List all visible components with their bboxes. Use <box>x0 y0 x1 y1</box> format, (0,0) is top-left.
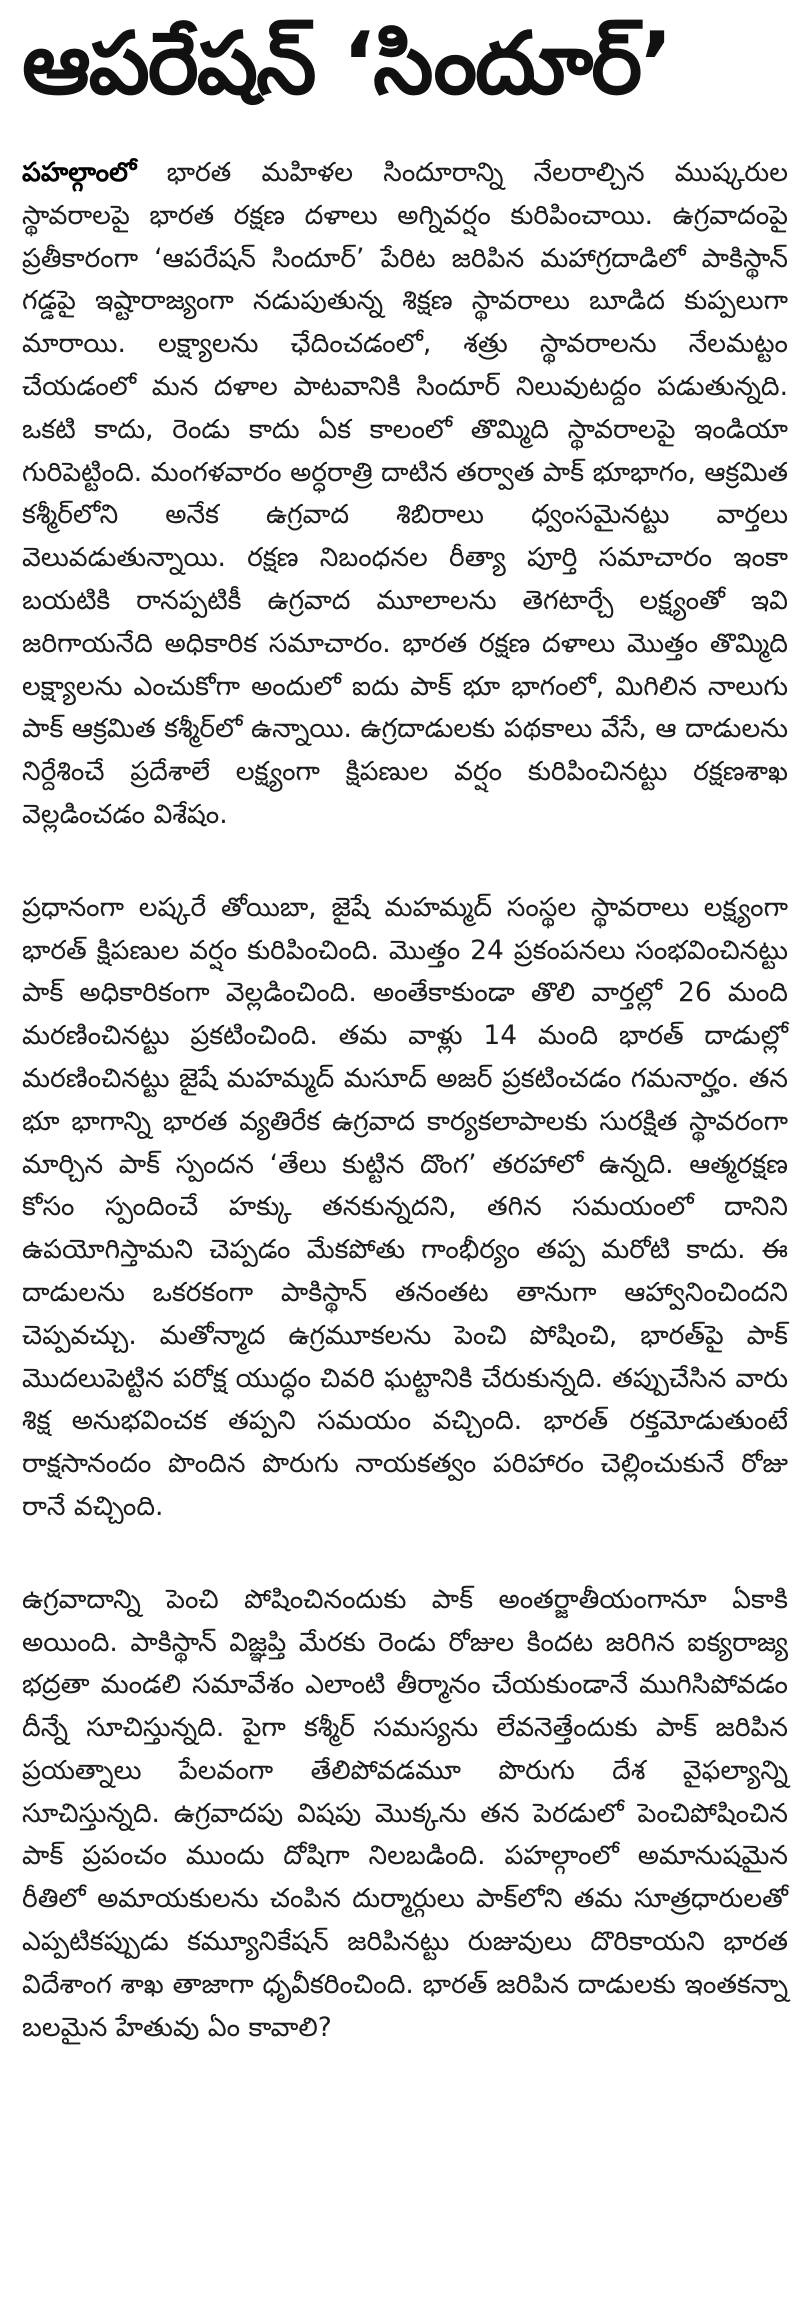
paragraph-lead-word: పహల్గాంలో <box>22 157 137 188</box>
article-paragraph-2 <box>22 887 788 1529</box>
paragraph-body: ఉగ్రవాదాన్ని పెంచి పోషించినందుకు పాక్ అంతర్జాతీయంగానూ ఏకాకి అయింది. పాకిస్థాన్ విజ్ఞప్తి మేరకు రెండు రోజుల కిందట జరిగిన ఐక్యరాజ్య భద్రతా మండలి సమావేశం ఎలాంటి తీర్మానం చేయకుండానే ముగిసిపోవడం దీన్నే సూచిస్తున్నది. పైగా కశ్మీర్ సమస్యను లేవనెత్తేందుకు పాక్ జరిపిన ప్రయత్నాలు పేలవంగా తేలిపోవడమూ పొరుగు దేశ వైఫల్యాన్ని సూచిస్తున్నది. ఉగ్రవాదపు విషపు మొక్కను తన పెరడులో పెంచిపోషించిన పాక్ ప్రపంచం ముందు దోషిగా నిలబడింది. పహల్గాంలో అమానుషమైన రీతిలో అమాయకులను చంపిన దుర్మార్గులు పాక్‌లోని తమ సూత్రధారులతో ఎప్పటికప్పుడు కమ్యూనికేషన్ జరిపినట్టు రుజువులు దొరికాయని భారత విదేశాంగ శాఖ తాజాగా ధృవీకరించింది. భారత్ జరిపిన దాడులకు ఇంతకన్నా బలమైన హేతువు ఏం కావాలి? <box>22 1583 788 2043</box>
headline: ఆపరేషన్ ‘సిందూర్’ <box>22 14 671 114</box>
paragraph-body: ప్రధానంగా లష్కరే తోయిబా, జైషే మహమ్మద్ సంస్థల స్థావరాలు లక్ష్యంగా భారత్ క్షిపణుల వర్షం కురిపించింది. మొత్తం 24 ప్రకంపనలు సంభవించినట్టు పాక్ అధికారికంగా వెల్లడించింది. అంతేకాకుండా తొలి వార్తల్లో 26 మంది మరణించినట్టు ప్రకటించింది. తమ వాళ్లు 14 మంది భారత్ దాడుల్లో మరణించినట్టు జైషే మహమ్మద్ మసూద్ అజర్ ప్రకటించడం గమనార్హం. తన భూ భాగాన్ని భారత వ్యతిరేక ఉగ్రవాద కార్యకలాపాలకు సురక్షిత స్థావరంగా మార్చిన పాక్ స్పందన ‘తేలు కుట్టిన దొంగ’ తరహాలో ఉన్నది. ఆత్మరక్షణ కోసం స్పందించే హక్కు తనకున్నదని, తగిన సమయంలో దానిని ఉపయోగిస్తామని చెప్పడం మేకపోతు గాంభీర్యం తప్ప మరోటి కాదు. ఈ దాడులను ఒకరకంగా పాకిస్థాన్ తనంతట తానుగా ఆహ్వానించిందని చెప్పవచ్చు. మతోన్మాద ఉగ్రమూకలను పెంచి పోషించి, భారత్‌పై పాక్ మొదలుపెట్టిన పరోక్ష యుద్ధం చివరి ఘట్టానికి చేరుకున్నది. తప్పుచేసిన వారు శిక్ష అనుభవించక తప్పని సమయం వచ్చింది. భారత్ రక్తమోడుతుంటే రాక్షసానందం పొందిన పొరుగు నాయకత్వం పరిహారం చెల్లించుకునే రోజు రానే వచ్చింది. <box>22 891 788 1522</box>
article-paragraph-3 <box>22 1579 788 2050</box>
paragraph-body: భారత మహిళల సిందూరాన్ని నేలరాల్చిన ముష్కరుల స్థావరాలపై భారత రక్షణ దళాలు అగ్నివర్షం కురిపించాయి. ఉగ్రవాదంపై ప్రతీకారంగా ‘ఆపరేషన్ సిందూర్’ పేరిట జరిపిన మహాగ్రదాడిలో పాకిస్థాన్ గడ్డపై ఇష్టారాజ్యంగా నడుపుతున్న శిక్షణ స్థావరాలు బూడిద కుప్పలుగా మారాయి. లక్ష్యాలను ఛేదించడంలో, శత్రు స్థావరాలను నేలమట్టం చేయడంలో మన దళాల పాటవానికి సిందూర్ నిలువుటద్దం పడుతున్నది. ఒకటి కాదు, రెండు కాదు ఏక కాలంలో తొమ్మిది స్థావరాలపై ఇండియా గురిపెట్టింది. మంగళవారం అర్ధరాత్రి దాటిన తర్వాత పాక్ భూభాగం, ఆక్రమిత కశ్మీర్‌లోని అనేక ఉగ్రవాద శిబిరాలు ధ్వంసమైనట్టు వార్తలు వెలువడుతున్నాయి. రక్షణ నిబంధనల రీత్యా పూర్తి సమాచారం ఇంకా బయటికి రానప్పటికీ ఉగ్రవాద మూలాలను తెగటార్చే లక్ష్యంతో ఇవి జరిగాయనేది అధికారిక సమాచారం. భారత రక్షణ దళాలు మొత్తం తొమ్మిది లక్ష్యాలను ఎంచుకోగా అందులో ఐదు పాక్ భూ భాగంలో, మిగిలిన నాలుగు పాక్ ఆక్రమిత కశ్మీర్‌లో ఉన్నాయి. ఉగ్రదాడులకు పథకాలు వేసే, ఆ దాడులను నిర్దేశించే ప్రదేశాలే లక్ష్యంగా క్షిపణుల వర్షం కురిపించినట్టు రక్షణశాఖ వెల్లడించడం విశేషం. <box>22 157 788 830</box>
article-paragraph-1 <box>22 152 788 837</box>
